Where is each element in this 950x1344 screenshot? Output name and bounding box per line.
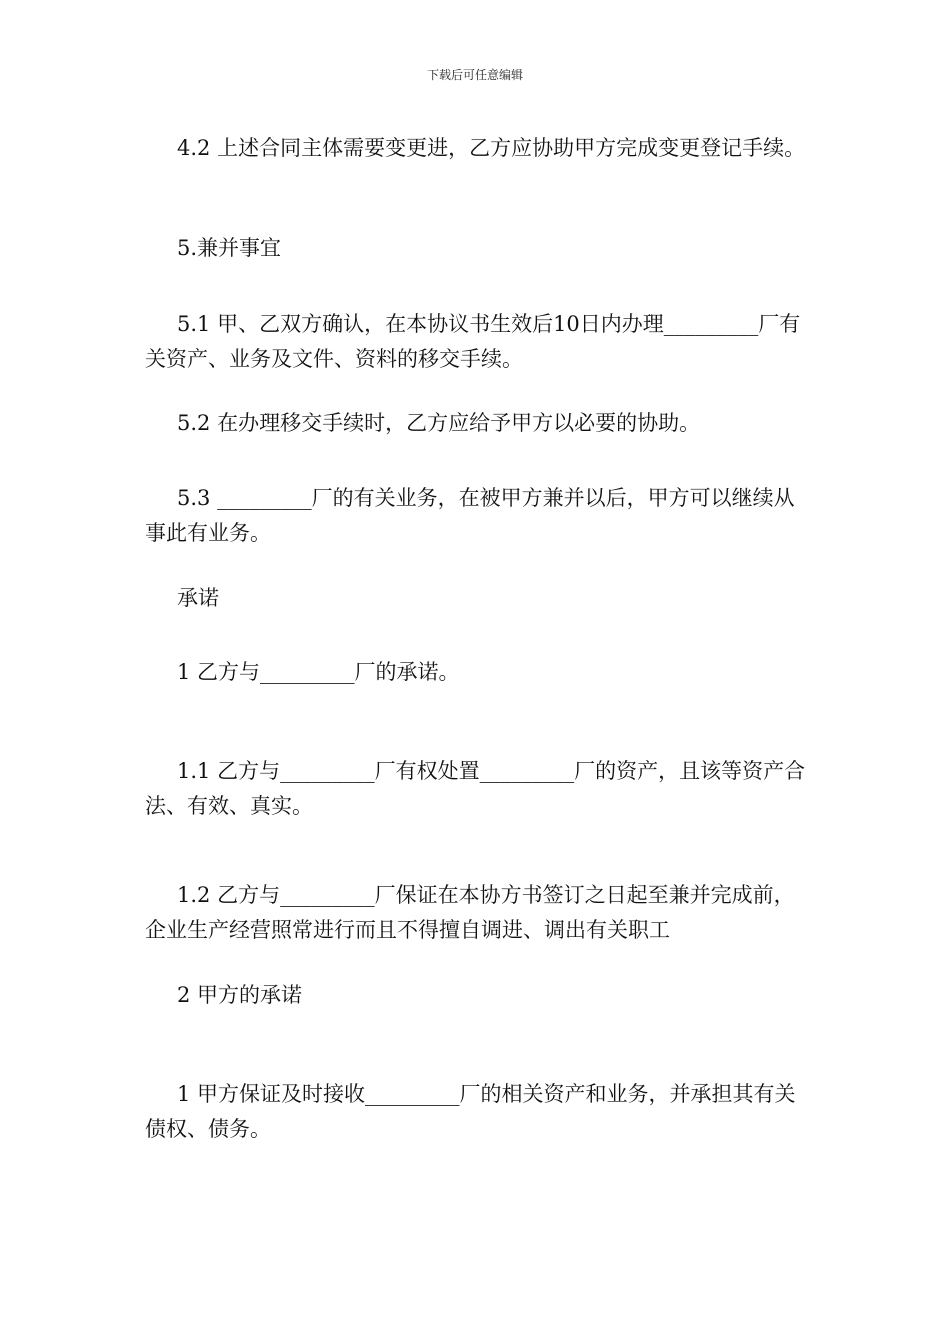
paragraph-5-2: 5.2 在办理移交手续时，乙方应给予甲方以必要的协助。 bbox=[177, 411, 701, 435]
paragraph-party-b-commitment: 1 乙方与_________厂的承诺。 bbox=[177, 660, 460, 684]
paragraph-party-a-commitment-heading: 2 甲方的承诺 bbox=[177, 983, 303, 1007]
paragraph-4-2: 4.2 上述合同主体需要变更进，乙方应协助甲方完成变更登记手续。 bbox=[177, 136, 806, 160]
page-header-note: 下载后可任意编辑 bbox=[426, 68, 523, 82]
paragraph-5-1: 5.1 甲、乙双方确认，在本协议书生效后10日内办理_________厂有关资产、业务及文件、资料的移交手续。 bbox=[145, 312, 801, 371]
paragraph-5-heading: 5.兼并事宜 bbox=[177, 236, 282, 260]
paragraph-5-3: 5.3 _________厂的有关业务，在被甲方兼并以后，甲方可以继续从事此有业务。 bbox=[145, 486, 795, 545]
paragraph-party-a-commitment-1: 1 甲方保证及时接收_________厂的相关资产和业务，并承担其有关债权、债务。 bbox=[145, 1082, 796, 1141]
paragraph-1-2: 1.2 乙方与_________厂保证在本协方书签订之日起至兼并完成前，企业生产经营照常进行而且不得擅自调进、调出有关职工 bbox=[145, 883, 795, 942]
paragraph-1-1: 1.1 乙方与_________厂有权处置_________厂的资产，且该等资产合法、有效、真实。 bbox=[145, 759, 806, 818]
paragraph-commitment-heading: 承诺 bbox=[177, 586, 219, 610]
